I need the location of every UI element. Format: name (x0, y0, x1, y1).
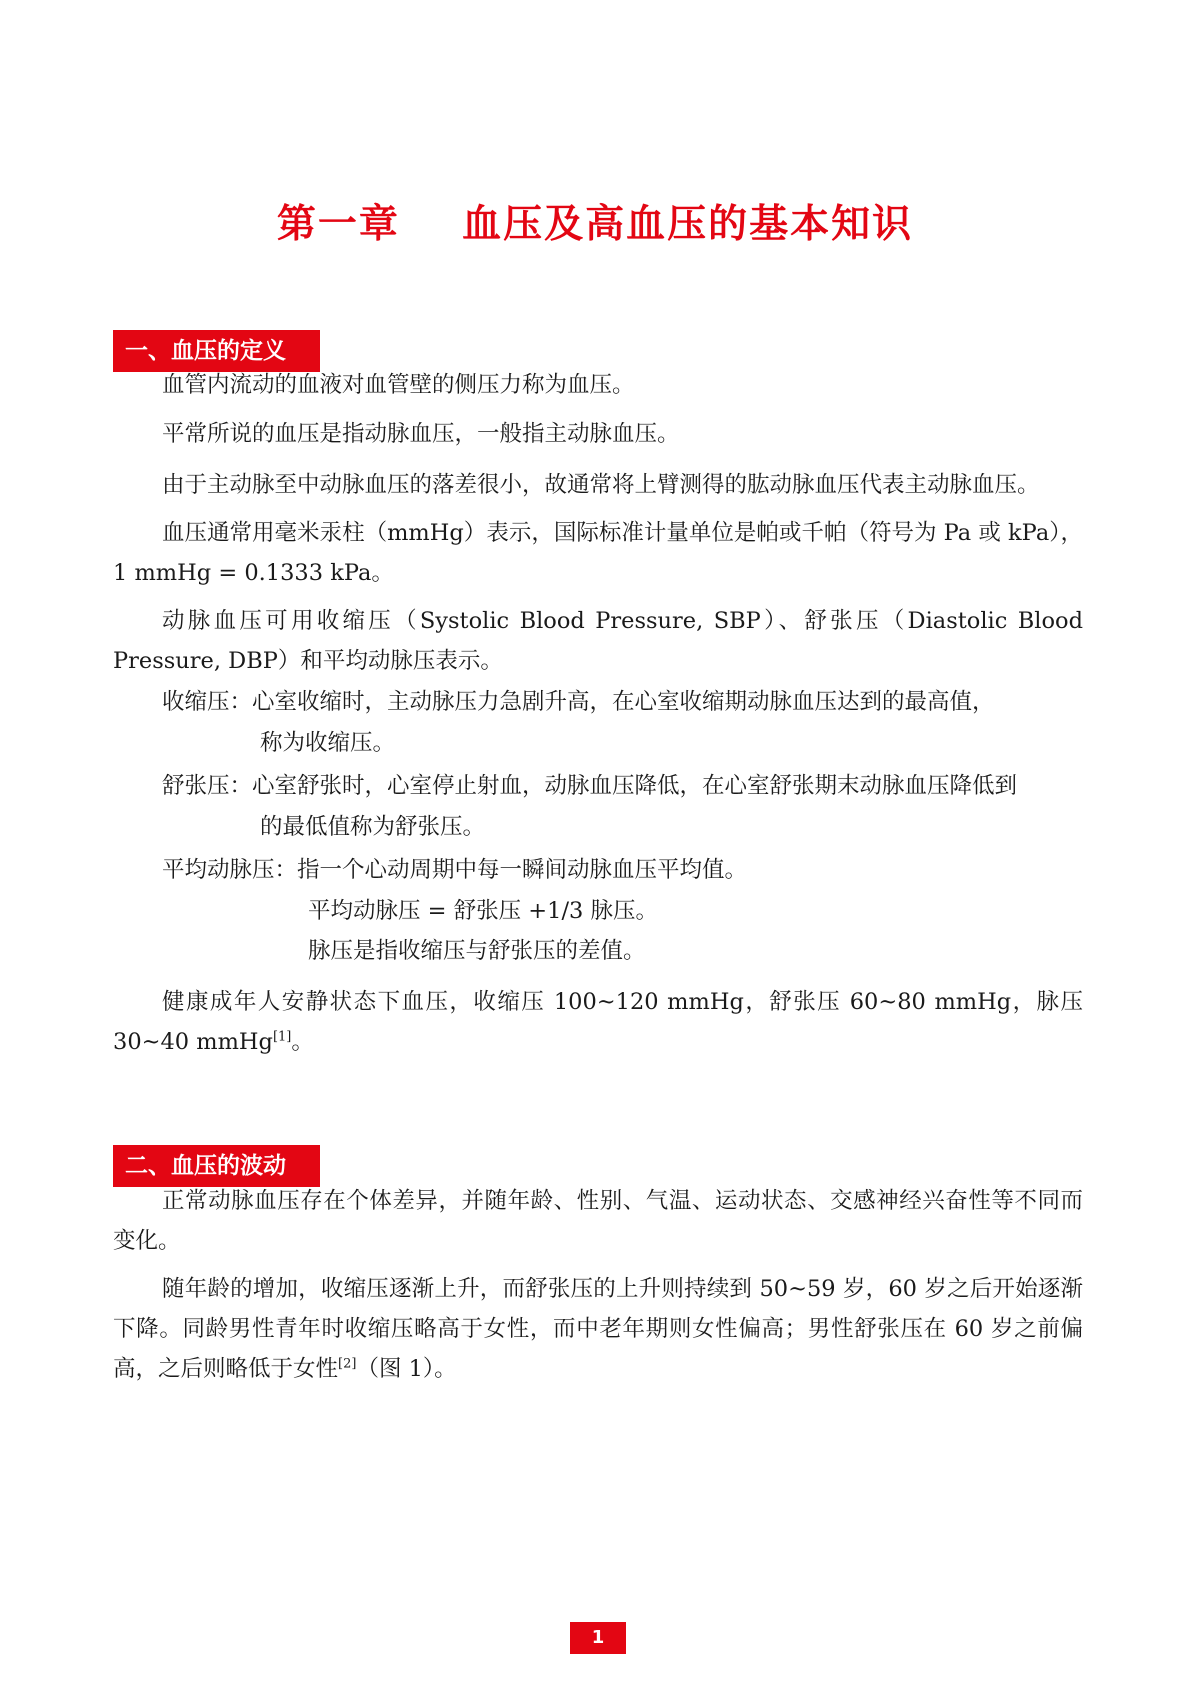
paragraph: 动脉血压可用收缩压（Systolic Blood Pressure, SBP）、舒张压（Diastolic Blood Pressure, DBP）和平均动脉压表示。 (113, 608, 1083, 674)
closing-text: 健康成年人安静状态下血压，收缩压 100~120 mmHg，舒张压 60~80 mmHg，脉压 30~40 mmHg (113, 989, 1083, 1055)
definition-diastolic (162, 766, 1083, 848)
paragraph: 平常所说的血压是指动脉血压，一般指主动脉血压。 (162, 421, 680, 447)
paragraph: 血压通常用毫米汞柱（mmHg）表示，国际标准计量单位是帕或千帕（符号为 Pa 或 kPa），1 mmHg = 0.1333 kPa。 (113, 520, 1083, 586)
closing-punct: （图 1）。 (356, 1356, 457, 1382)
definition-text: 心室收缩时，主动脉压力急剧升高，在心室收缩期动脉血压达到的最高值， (252, 689, 995, 715)
paragraph-closing (113, 1269, 1083, 1389)
section-heading-fluctuation: 二、血压的波动 (113, 1145, 320, 1187)
definition-label: 收缩压： (162, 689, 253, 715)
formula-line: 脉压是指收缩压与舒张压的差值。 (308, 938, 646, 964)
paragraph-closing (113, 982, 1083, 1062)
paragraph: 正常动脉血压存在个体差异，并随年龄、性别、气温、运动状态、交感神经兴奋性等不同而变化。 (113, 1188, 1083, 1254)
definition-label: 舒张压： (162, 773, 253, 799)
paragraph: 血管内流动的血液对血管壁的侧压力称为血压。 (162, 372, 635, 398)
definition-text: 心室舒张时，心室停止射血，动脉血压降低，在心室舒张期末动脉血压降低到 (252, 773, 1018, 799)
definition-label: 平均动脉压： (162, 857, 298, 883)
definition-mean-arterial (162, 850, 1083, 891)
definition-systolic (162, 682, 1083, 764)
formula-line: 平均动脉压 = 舒张压 +1/3 脉压。 (308, 898, 659, 924)
definition-text: 指一个心动周期中每一瞬间动脉血压平均值。 (297, 857, 748, 883)
section-heading-definition: 一、血压的定义 (113, 330, 320, 372)
closing-punct: 。 (291, 1029, 314, 1055)
page-number: 1 (570, 1622, 626, 1654)
definition-text-continued: 称为收缩压。 (260, 730, 396, 756)
reference-marker: [1] (272, 1029, 292, 1045)
page-title: 第一章 血压及高血压的基本知识 (276, 201, 914, 247)
definition-text-continued: 的最低值称为舒张压。 (260, 814, 486, 840)
paragraph: 由于主动脉至中动脉血压的落差很小，故通常将上臂测得的肱动脉血压代表主动脉血压。 (162, 472, 1040, 498)
closing-text: 随年龄的增加，收缩压逐渐上升，而舒张压的上升则持续到 50~59 岁，60 岁之后开始逐渐下降。同龄男性青年时收缩压略高于女性，而中老年期则女性偏高；男性舒张压在 60 岁之前偏高，之后则略低于女性 (113, 1276, 1083, 1382)
reference-marker: [2] (338, 1356, 357, 1372)
